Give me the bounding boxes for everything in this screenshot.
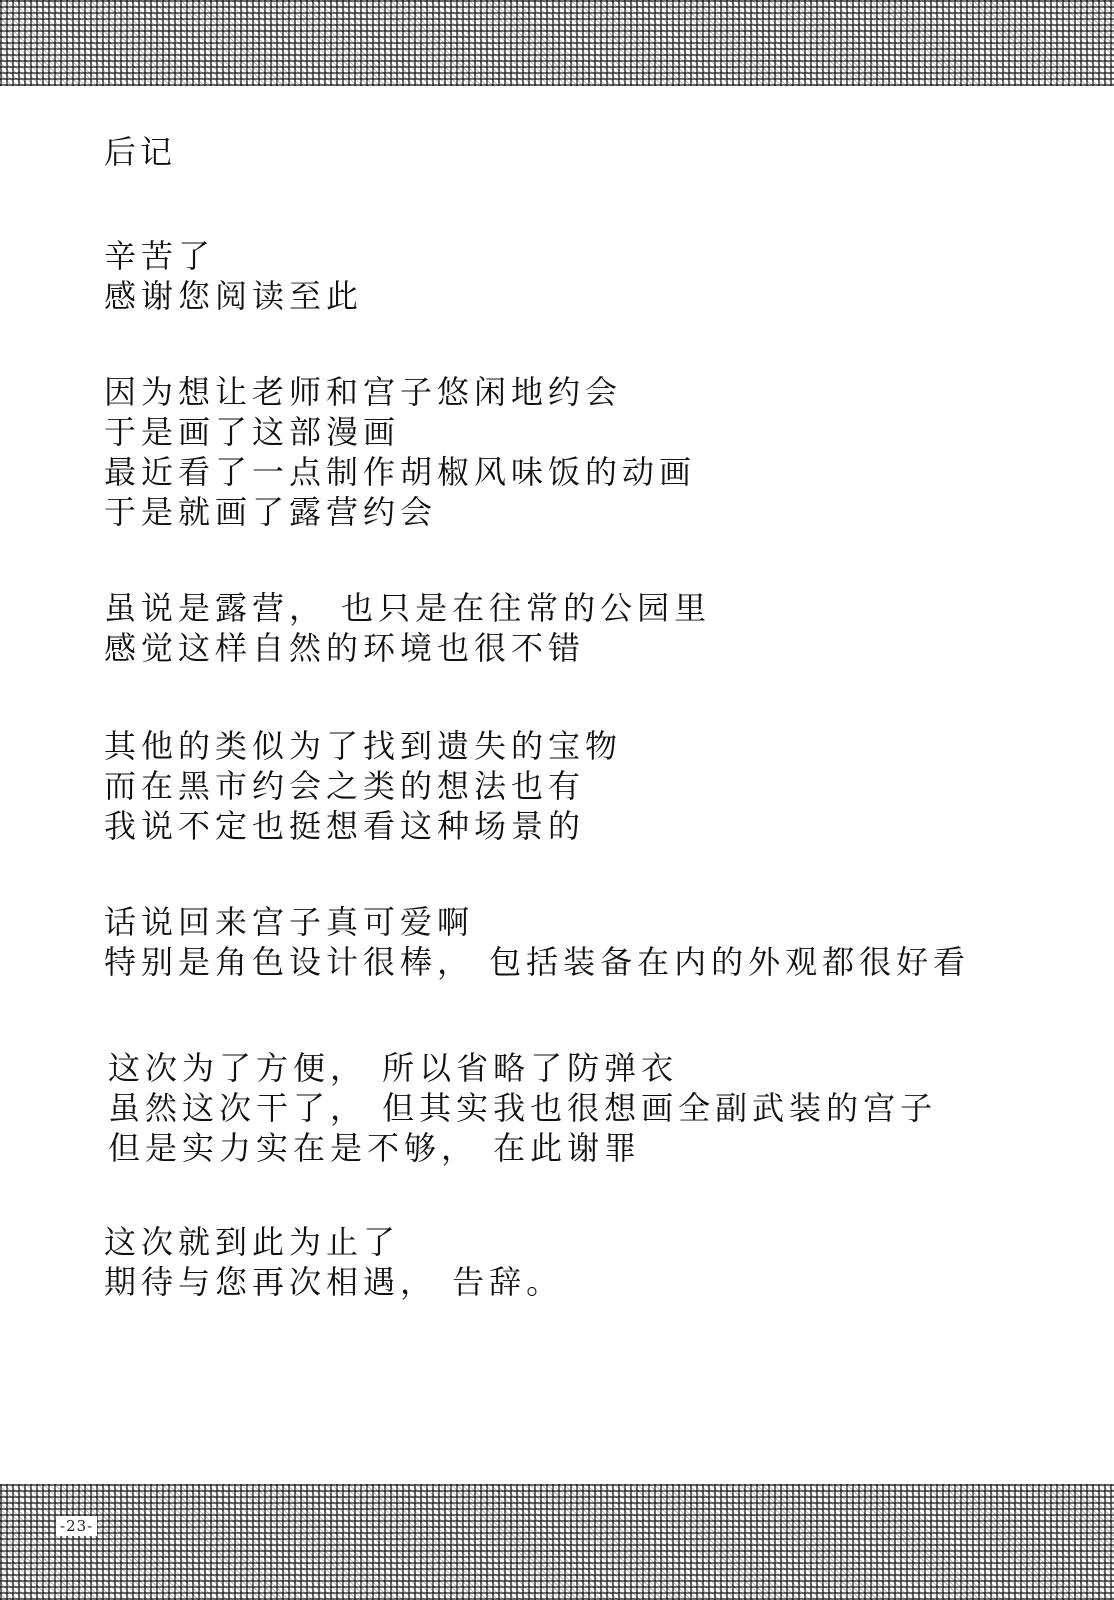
page-title: 后记 [104, 133, 177, 171]
text-line: 虽说是露营， 也只是在往常的公园里 [104, 589, 712, 627]
paragraph-thanks [104, 236, 363, 316]
paragraph-motivation [104, 372, 696, 532]
paragraph-apology [108, 1048, 937, 1168]
text-line: 但是实力实在是不够， 在此谢罪 [108, 1129, 642, 1167]
text-line: 于是画了这部漫画 [104, 413, 401, 451]
paragraph-other-ideas [104, 726, 622, 846]
top-pattern-border [0, 0, 1114, 86]
text-line: 于是就画了露营约会 [104, 493, 438, 531]
paragraph-camping [104, 588, 711, 668]
text-line: 辛苦了 [104, 237, 216, 275]
text-line: 这次就到此为止了 [104, 1223, 401, 1261]
paragraph-character [104, 902, 970, 982]
text-line: 虽然这次干了， 但其实我也很想画全副武装的宫子 [108, 1089, 938, 1127]
bottom-pattern-border [0, 1484, 1114, 1600]
text-line: 其他的类似为了找到遗失的宝物 [104, 727, 623, 765]
text-line: 期待与您再次相遇， 告辞。 [104, 1263, 564, 1301]
afterword-content [0, 86, 1114, 1484]
text-line: 感觉这样自然的环境也很不错 [104, 629, 586, 667]
text-line: 而在黑市约会之类的想法也有 [104, 767, 586, 805]
text-line: 因为想让老师和宫子悠闲地约会 [104, 373, 623, 411]
text-line: 特别是角色设计很棒， 包括装备在内的外观都很好看 [104, 943, 971, 981]
text-line: 感谢您阅读至此 [104, 277, 364, 315]
text-line: 我说不定也挺想看这种场景的 [104, 807, 586, 845]
text-line: 话说回来宫子真可爱啊 [104, 903, 475, 941]
text-line: 最近看了一点制作胡椒风味饭的动画 [104, 453, 697, 491]
text-line: 这次为了方便， 所以省略了防弹衣 [108, 1049, 679, 1087]
paragraph-farewell [104, 1222, 563, 1302]
page-number: -23- [56, 1516, 97, 1536]
